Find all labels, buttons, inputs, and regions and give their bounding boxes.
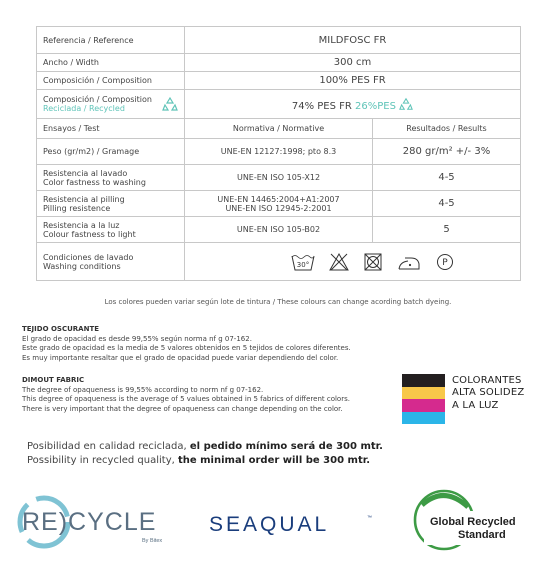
recycled-note-en-text: Possibility in recycled quality, [27,455,178,466]
dimout-spanish-line: Este grado de opacidad es la media de 5 valores obtenidos en 5 tejidos de colores diferentes. [22,344,351,353]
recycled-composition-label [37,90,185,119]
care-label-line: Condiciones de lavado [43,252,134,262]
recycle-by-bitex-logo [12,492,172,554]
test-result: 4-5 [373,191,521,217]
legend-line: ALTA SOLIDEZ [452,387,525,399]
grs-logo-line: Global Recycled [430,516,516,528]
test-row [37,139,521,165]
composition-value: 100% PES FR [185,72,521,90]
test-norm-line: UNE-EN ISO 105-B02 [236,225,321,234]
test-norm [185,217,373,243]
test-norm-line: UNE-EN ISO 105-X12 [236,173,321,182]
recycle-icon [399,97,413,111]
care-row [37,243,521,281]
width-label: Ancho / Width [37,54,185,72]
test-norm [185,139,373,165]
test-label-line: Colour fastness to light [43,229,136,239]
dimout-spanish-line: El grado de opacidad es desde 99,55% según norma nf g 07-162. [22,334,252,343]
care-icons [185,243,521,281]
wash-30-icon [291,252,315,272]
dimout-english-line: There is very important that the degree of opaqueness can change depending on the color. [22,404,343,413]
test-norm-line: UNE-EN 14465:2004+A1:2007 [217,194,340,204]
legend-line: COLORANTES [452,374,522,386]
test-label-line: Color fastness to washing [43,177,146,187]
seaqual-logo-text: SEAQUAL [209,513,330,536]
recycled-note-es [27,440,383,454]
recycled-note-en-bold: the minimal order will be 300 mtr. [177,455,371,466]
colorfast-legend [402,374,524,424]
test-norm [185,191,373,217]
test-label-line: Peso (gr/m2) / Gramage [43,147,140,156]
grs-logo-line: Standard [458,529,506,541]
iron-low-icon [396,252,422,272]
swatch-yellow [402,387,445,400]
recycled-label-sub: Reciclada / Recycled [43,104,125,113]
test-header: Ensayos / Test [37,119,185,139]
spec-table [36,26,521,281]
reference-row [37,27,521,54]
dimout-spanish-title: TEJIDO OSCURANTE [22,325,99,333]
test-norm [185,165,373,191]
dimout-english-line: The degree of opaqueness is 99,55% according to norm nf g 07-162. [22,385,264,394]
recycle-logo-sub: By Bitex [142,538,163,544]
swatch-cyan [402,412,445,425]
swatch-black [402,374,445,387]
dimout-english-block [22,376,350,414]
test-label [37,217,185,243]
recycle-icon [162,96,178,112]
test-label-line: Pilling resistence [43,203,111,213]
test-result: 280 gr/m² +/- 3% [373,139,521,165]
recycled-note-es-bold: el pedido mínimo será de 300 mtr. [189,441,383,452]
dimout-english-title: DIMOUT FABRIC [22,376,85,384]
test-label [37,191,185,217]
wash-temp-label: 30° [296,260,310,269]
recycled-composition-row [37,90,521,119]
legend-line: A LA LUZ [452,399,499,411]
reference-label: Referencia / Reference [37,27,185,54]
test-row [37,191,521,217]
seaqual-tm: ™ [367,515,372,521]
composition-label: Composición / Composition [37,72,185,90]
care-label-line: Washing conditions [43,261,121,271]
test-label-line: Resistencia al lavado [43,168,128,178]
composition-virgin: 74% PES FR [291,100,352,112]
test-label [37,139,185,165]
recycled-quality-note [27,440,383,468]
dimout-spanish-block [22,325,351,363]
norm-header: Normativa / Normative [185,119,373,139]
test-row [37,165,521,191]
recycle-logo-text: RE)CYCLE [22,508,157,536]
test-norm-line: UNE-EN ISO 12945-2:2001 [225,203,332,213]
care-label [37,243,185,281]
do-not-tumble-dry-icon [363,252,383,272]
test-result: 4-5 [373,165,521,191]
composition-recycled: 26%PES [355,100,396,112]
test-label-line: Resistencia al pilling [43,194,125,204]
recycled-note-es-text: Posibilidad en calidad reciclada, [27,441,190,452]
do-not-bleach-icon [328,252,350,272]
composition-row [37,72,521,90]
dry-clean-p-icon [435,252,455,272]
test-header-row [37,119,521,139]
dimout-english-line: This degree of opaqueness is the average of 5 values obtained in 5 fabrics of different colors. [22,395,350,404]
recycled-note-en [27,454,383,468]
dye-batch-note: Los colores pueden variar según lote de tintura / These colours can change acording batch dyeing. [104,298,452,306]
test-result: 5 [373,217,521,243]
dimout-spanish-line: Es muy importante resaltar que el grado de opacidad puede variar dependiendo del color. [22,353,339,362]
reference-value: MILDFOSC FR [185,27,521,54]
test-label-line: Resistencia a la luz [43,220,120,230]
swatch-magenta [402,399,445,412]
test-norm-line: UNE-EN 12127:1998; pto 8.3 [220,147,337,156]
recycled-label-main: Composición / Composition [43,95,152,104]
width-row [37,54,521,72]
global-recycled-standard-logo [410,487,546,553]
width-value: 300 cm [185,54,521,72]
dry-clean-letter: P [442,257,448,268]
test-row [37,217,521,243]
result-header: Resultados / Results [373,119,521,139]
recycled-composition-value [185,90,521,119]
seaqual-logo [205,505,375,539]
test-label [37,165,185,191]
